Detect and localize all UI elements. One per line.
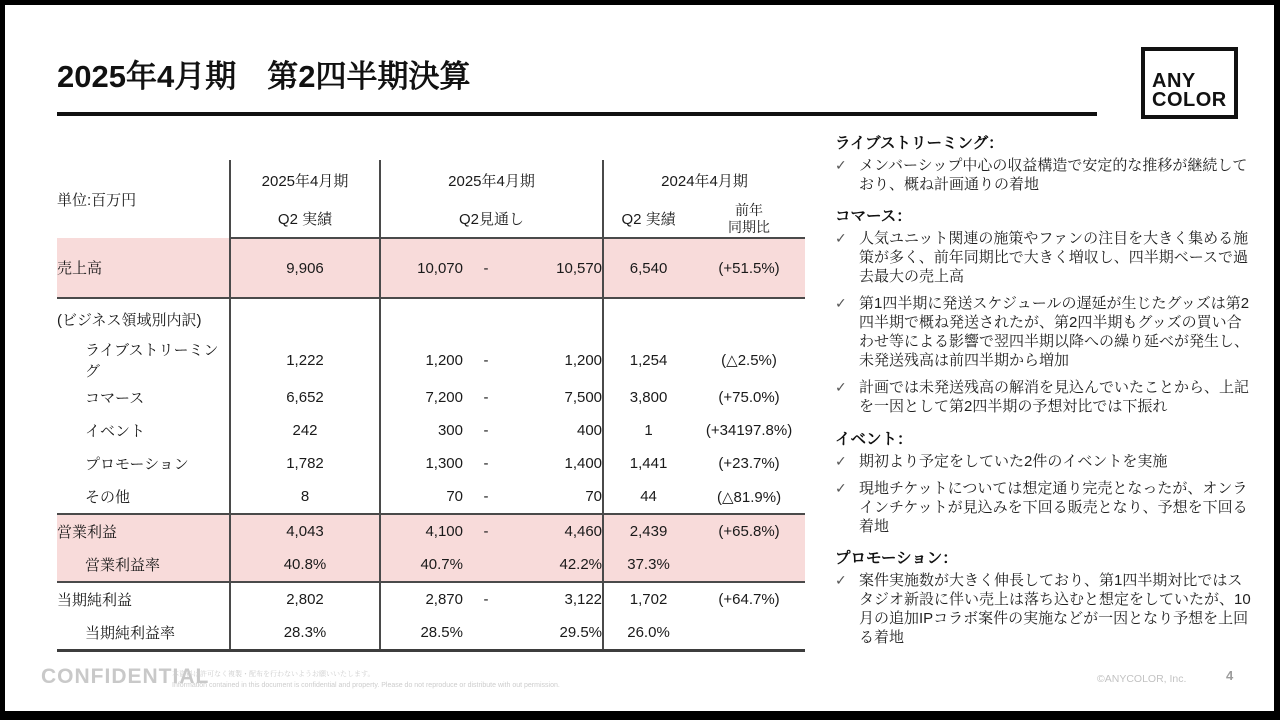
footer-notice-en: Information contained in this document is confidential and property. Please do not reproduce or distribute with out permission. [172,682,560,689]
forecast-low-value: 7,200 [425,389,463,406]
col-header-q2-forecast: Q2見通し [380,200,603,238]
list-item [835,156,1251,194]
table-row-event [57,414,805,447]
col-header-yoy [693,200,805,238]
py-actual-value: 1,702 [629,591,668,608]
yoy-value: (△81.9%) [693,480,805,514]
yoy-value [693,548,805,582]
py-actual-value: 44 [603,480,693,514]
bullet-text: 計画では未発送残高の解消を見込んでいたことから、上記を一因として第2四半期の予想対比では下振れ [859,379,1250,416]
q2-actual-value: 40.8% [230,548,380,582]
table-row-commerce [57,381,805,414]
yoy-value: (+34197.8%) [705,422,793,439]
table-row-promotion [57,447,805,480]
col-header-yoy-line2: 同期比 [728,218,771,235]
forecast-low-value: 70 [380,480,463,514]
col-header-yoy-line1: 前年 [735,201,764,218]
forecast-dash: - [483,422,489,439]
yoy-value: (+75.0%) [718,389,780,406]
forecast-dash [463,616,509,651]
col-header-q2-actual: Q2 実績 [230,200,380,238]
footer-notice-jp: 本資料は許可なく複製・配布を行わないようお願いいたします。 [172,671,375,678]
list-item [835,294,1251,370]
q2-actual-value: 242 [230,414,380,447]
yoy-value: (+51.5%) [693,238,805,298]
check-icon: ✓ [835,230,847,247]
col-header-py-q2-actual: Q2 実績 [603,200,693,238]
q2-actual-value: 1,782 [230,447,380,480]
yoy-value: (+64.7%) [718,591,780,608]
list-item [835,571,1251,647]
forecast-dash [463,548,509,582]
py-actual-value: 26.0% [603,616,693,651]
table-row-net-sales [57,238,805,298]
q2-actual-value: 4,043 [230,514,380,548]
list-item [835,452,1251,471]
forecast-high-value: 10,570 [509,238,603,298]
forecast-low-value: 4,100 [380,514,463,548]
forecast-dash: - [483,389,489,406]
commentary-panel [835,131,1251,655]
row-label: イベント [57,414,230,447]
py-actual-value: 6,540 [603,238,693,298]
row-label: ライブストリーミング [57,339,230,381]
forecast-dash: - [483,351,489,369]
section-heading-livestreaming: ライブストリーミング： [835,135,1004,152]
q2-actual-value: 9,906 [230,238,380,298]
bullet-text: 人気ユニット関連の施策やファンの注目を大きく集める施策が多く、前年同期比で大きく増収し、四半期ベースで過去最大の売上高 [859,230,1249,286]
row-label: 当期純利益 [57,582,230,616]
title-underline [57,112,1097,116]
logo-line-1: ANY [1152,70,1196,92]
row-label: 売上高 [57,238,230,298]
forecast-low-value: 2,870 [425,591,463,608]
py-actual-value: 1 [644,422,653,439]
section-heading-event: イベント： [835,430,913,448]
forecast-low-value: 10,070 [380,238,463,298]
q2-actual-value: 28.3% [230,616,380,651]
footer-notice [172,669,560,689]
py-actual-value: 37.3% [603,548,693,582]
row-label: (ビジネス領域別内訳) [57,298,230,339]
table-row-livestreaming [57,339,805,381]
page-title: 2025年4月期 第2四半期決算 [57,59,471,94]
forecast-dash: - [483,455,489,472]
bullet-text: 第1四半期に発送スケジュールの遅延が生じたグッズは第2四半期で概ね発送されたが、第2四半期もグッズの買い合わせ等による影響で翌四半期以降への繰り延べが発生し、未発送残高は前四半期から増加 [859,295,1250,370]
forecast-high-value: 400 [509,414,603,447]
section-heading-promotion: プロモーション： [835,549,958,567]
q2-actual-value: 6,652 [230,381,380,414]
row-label: プロモーション [57,447,230,480]
forecast-dash: - [463,480,509,514]
col-header-fy2024-period: 2024年4月期 [661,172,748,190]
financial-results-table [57,160,805,652]
list-item [835,229,1251,286]
row-label: 営業利益 [57,514,230,548]
anycolor-logo-text [1152,72,1227,110]
yoy-value: (+65.8%) [693,514,805,548]
py-actual-value: 1,441 [629,455,668,472]
q2-actual-value: 8 [230,480,380,514]
forecast-high-value: 42.2% [509,548,603,582]
forecast-high-value: 3,122 [509,582,603,616]
forecast-low-value: 1,200 [425,351,463,369]
q2-actual-value: 1,222 [230,339,380,381]
bullet-text: メンバーシップ中心の収益構造で安定的な推移が継続しており、概ね計画通りの着地 [859,157,1248,194]
py-actual-value: 3,800 [629,389,668,406]
forecast-high-value: 70 [509,480,603,514]
check-icon: ✓ [835,452,847,469]
row-label: その他 [57,480,230,514]
forecast-dash: - [463,238,509,298]
list-item [835,479,1251,536]
unit-label: 単位:百万円 [57,160,230,238]
bullet-text: 案件実施数が大きく伸長しており、第1四半期対比ではスタジオ新設に伴い売上は落ち込むと想定をしていたが、10月の追加IPコラボ案件の実施などが一因となり予想を上回る着地 [859,571,1251,646]
forecast-low-value: 1,300 [425,455,463,472]
forecast-high-value: 1,400 [509,447,603,480]
table-row-net-profit [57,582,805,616]
check-icon: ✓ [835,379,847,396]
yoy-value: (△2.5%) [721,352,777,369]
check-icon: ✓ [835,157,847,173]
copyright-label: ©ANYCOLOR, Inc. [1097,673,1187,685]
yoy-value [693,616,805,651]
logo-line-2: COLOR [1152,89,1227,111]
section-heading-commerce: コマース： [835,208,912,226]
table-row-operating-profit [57,514,805,548]
table-row-net-margin [57,616,805,651]
row-label: コマース [57,381,230,414]
table-row-operating-margin [57,548,805,582]
forecast-high-value: 4,460 [509,514,603,548]
yoy-value: (+23.7%) [718,455,780,472]
anycolor-logo [1141,47,1238,119]
forecast-low-value: 28.5% [380,616,463,651]
row-label: 営業利益率 [57,548,230,582]
col-header-fy2025-actual-period: 2025年4月期 [230,160,380,200]
table-row-others [57,480,805,514]
list-item [835,378,1251,416]
forecast-dash: - [483,591,489,608]
forecast-dash: - [463,514,509,548]
bullet-text: 期初より予定をしていた2件のイベントを実施 [859,452,1168,470]
py-actual-value: 1,254 [629,351,668,369]
py-actual-value: 2,439 [603,514,693,548]
row-label: 当期純利益率 [57,616,230,651]
check-icon: ✓ [835,571,847,588]
page-number: 4 [1226,668,1234,683]
forecast-low-value: 300 [437,422,463,439]
bullet-text: 現地チケットについては想定通り完売となったが、オンラインチケットが見込みを下回る販売となり、予想を下回る着地 [859,479,1248,535]
forecast-high-value: 7,500 [509,381,603,414]
forecast-high-value: 1,200 [509,339,603,381]
col-header-fy2025-forecast-period: 2025年4月期 [380,160,603,200]
forecast-high-value: 29.5% [509,616,603,651]
confidential-label: CONFIDENTIAL [41,665,210,688]
q2-actual-value: 2,802 [230,582,380,616]
check-icon: ✓ [835,295,847,312]
table-row-breakdown-header [57,298,805,339]
check-icon: ✓ [835,479,847,496]
forecast-low-value: 40.7% [380,548,463,582]
